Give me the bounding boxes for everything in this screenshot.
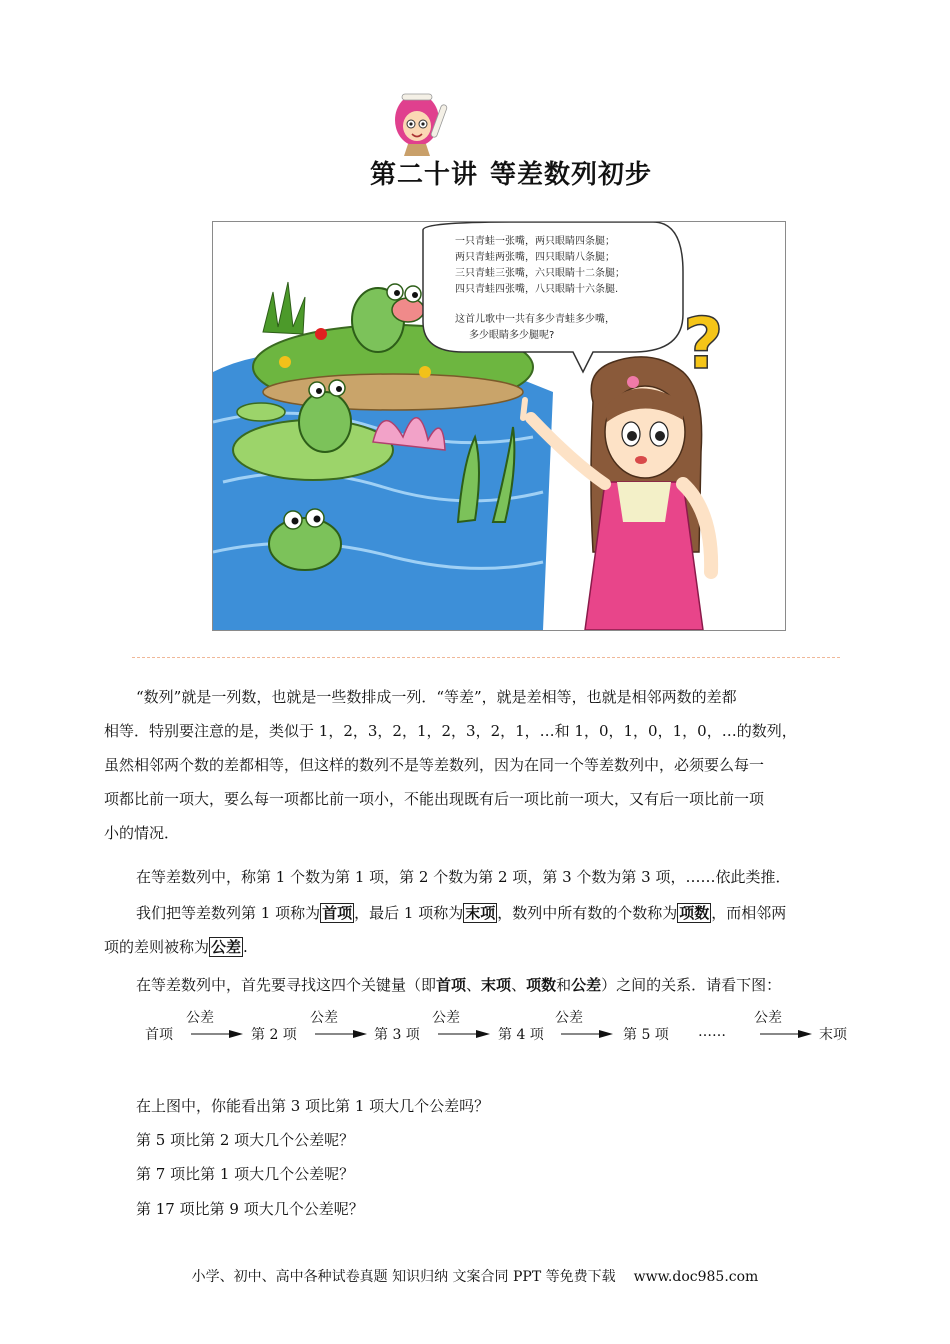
- footer-text: 小学、初中、高中各种试卷真题 知识归纳 文案合同 PPT 等免费下载: [191, 1269, 616, 1285]
- bubble-question-line-1: 这首儿歌中一共有多少青蛙多少嘴，: [455, 314, 615, 325]
- intro-line: 小的情况．: [104, 824, 180, 842]
- term-last: 末项: [465, 904, 496, 922]
- question-mark-icon: ?: [683, 303, 724, 385]
- flow-term: 末项: [819, 1027, 847, 1043]
- page-footer: [0, 1266, 950, 1286]
- term-first: 首项: [322, 904, 353, 922]
- intro-line: 项都比前一项大，要么每一项都比前一项小，不能出现既有后一项比前一项大，又有后一项比前一项: [104, 790, 765, 808]
- intro-line: 相等．特别要注意的是，类似于 1，2，3，2，1，2，3，2，1，…和 1，0，1，0，1，0，…的数列，: [104, 722, 797, 740]
- relationship-paragraph: 在等差数列中，首先要寻找这四个关键量（即首项、末项、项数和公差）之间的关系．请看下图：: [136, 976, 782, 994]
- term-count: 项数: [679, 904, 710, 922]
- bubble-line-1: 一只青蛙一张嘴，两只眼睛四条腿；: [455, 236, 615, 247]
- arrow-right-icon: [561, 1027, 613, 1041]
- difference-label: 公差: [432, 1010, 460, 1026]
- flow-term: 第 2 项: [251, 1027, 297, 1043]
- bubble-line-4: 四只青蛙四张嘴，八只眼睛十六条腿.: [455, 284, 619, 295]
- term-difference: 公差: [211, 938, 242, 956]
- arrow-right-icon: [315, 1027, 367, 1041]
- difference-label: 公差: [754, 1010, 782, 1026]
- question-item: 第 7 项比第 1 项大几个公差呢？: [136, 1165, 355, 1183]
- title-lecture-number: 第二十讲: [370, 160, 479, 190]
- flow-term: 第 3 项: [374, 1027, 420, 1043]
- page-title: [370, 154, 690, 191]
- flow-term: 第 4 项: [498, 1027, 544, 1043]
- flow-ellipsis: ……: [698, 1024, 726, 1040]
- intro-paragraph: [104, 680, 852, 850]
- difference-label: 公差: [186, 1010, 214, 1026]
- key-terms-paragraph: 我们把等差数列第 1 项称为 首项 ，最后 1 项称为 末项 ，数列中所有数的个数称为 项数 ，而相邻两 项的差则被称为 公差 .: [104, 904, 787, 956]
- arrow-right-icon: [760, 1027, 812, 1041]
- bubble-question-line-2: 多少眼睛多少腿呢?: [469, 330, 555, 341]
- intro-line: 虽然相邻两个数的差都相等，但这样的数列不是等差数列，因为在同一个等差数列中，必须要么每一: [104, 756, 765, 774]
- intro-line: “数列”就是一列数，也就是一些数排成一列．“等差”，就是差相等，也就是相邻两数的差都: [136, 688, 737, 706]
- mascot-icon: [372, 86, 462, 158]
- footer-site-link[interactable]: www.doc985.com: [633, 1269, 759, 1285]
- title-topic: 等差数列初步: [490, 160, 653, 190]
- difference-label: 公差: [310, 1010, 338, 1026]
- illustration-art: [213, 222, 785, 630]
- arrow-right-icon: [438, 1027, 490, 1041]
- question-item: 第 5 项比第 2 项大几个公差呢？: [136, 1131, 355, 1149]
- arrow-right-icon: [191, 1027, 243, 1041]
- flow-term: 首项: [145, 1027, 173, 1043]
- question-item: 在上图中，你能看出第 3 项比第 1 项大几个公差吗？: [136, 1097, 490, 1115]
- section-divider: [132, 657, 840, 658]
- flow-term: 第 5 项: [623, 1027, 669, 1043]
- term-naming-paragraph: 在等差数列中，称第 1 个数为第 1 项，第 2 个数为第 2 项，第 3 个数为第 3 项，……依此类推．: [136, 868, 791, 886]
- bubble-line-3: 三只青蛙三张嘴，六只眼睛十二条腿；: [455, 268, 625, 279]
- difference-label: 公差: [555, 1010, 583, 1026]
- question-item: 第 17 项比第 9 项大几个公差呢？: [136, 1200, 364, 1218]
- frog-song-illustration: [212, 221, 786, 631]
- bubble-line-2: 两只青蛙两张嘴，四只眼睛八条腿；: [455, 252, 615, 263]
